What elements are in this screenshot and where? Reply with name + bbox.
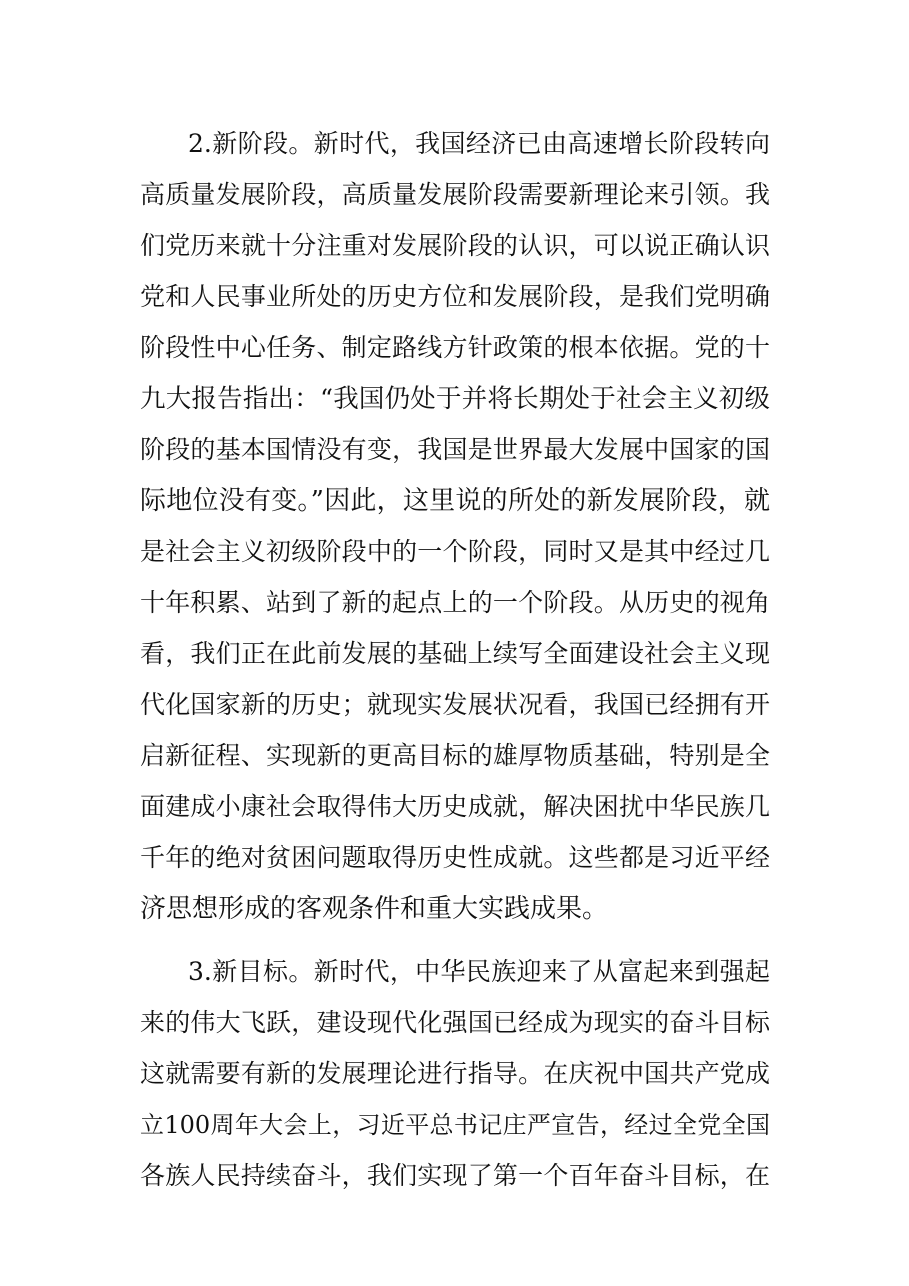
text-line: 是社会主义初级阶段中的一个阶段，同时又是其中经过几 (140, 537, 770, 566)
text-line: 面建成小康社会取得伟大历史成就，解决困扰中华民族几 (140, 792, 770, 821)
text-line: 阶段性中心任务、制定路线方针政策的根本依据。党的十 (140, 333, 770, 362)
text-line: 党和人民事业所处的历史方位和发展阶段，是我们党明确 (140, 282, 770, 311)
text-line: 们党历来就十分注重对发展阶段的认识，可以说正确认识 (140, 231, 770, 260)
text-line: 启新征程、实现新的更高目标的雄厚物质基础，特别是全 (140, 741, 770, 770)
text-line: 十年积累、站到了新的起点上的一个阶段。从历史的视角 (140, 588, 770, 617)
text-line: 代化国家新的历史；就现实发展状况看，我国已经拥有开 (140, 690, 770, 719)
text-line: 千年的绝对贫困问题取得历史性成就。这些都是习近平经 (140, 843, 770, 872)
text-line: 3.新目标。新时代，中华民族迎来了从富起来到强起 (188, 957, 770, 986)
text-line: 看，我们正在此前发展的基础上续写全面建设社会主义现 (140, 639, 770, 668)
text-line: 这就需要有新的发展理论进行指导。在庆祝中国共产党成 (140, 1059, 770, 1088)
text-line: 各族人民持续奋斗，我们实现了第一个百年奋斗目标，在 (140, 1161, 770, 1190)
text-line: 立100周年大会上，习近平总书记庄严宣告，经过全党全国 (140, 1111, 770, 1139)
text-line: 际地位没有变。”因此，这里说的所处的新发展阶段，就 (140, 486, 770, 516)
text-line: 济思想形成的客观条件和重大实践成果。 (140, 894, 609, 924)
text-line: 来的伟大飞跃，建设现代化强国已经成为现实的奋斗目标 (140, 1008, 770, 1037)
text-line: 高质量发展阶段，高质量发展阶段需要新理论来引领。我 (140, 180, 770, 209)
text-line: 2.新阶段。新时代，我国经济已由高速增长阶段转向 (188, 129, 770, 158)
text-line: 九大报告指出：“我国仍处于并将长期处于社会主义初级 (140, 384, 770, 414)
text-line: 阶段的基本国情没有变，我国是世界最大发展中国家的国 (140, 435, 770, 464)
